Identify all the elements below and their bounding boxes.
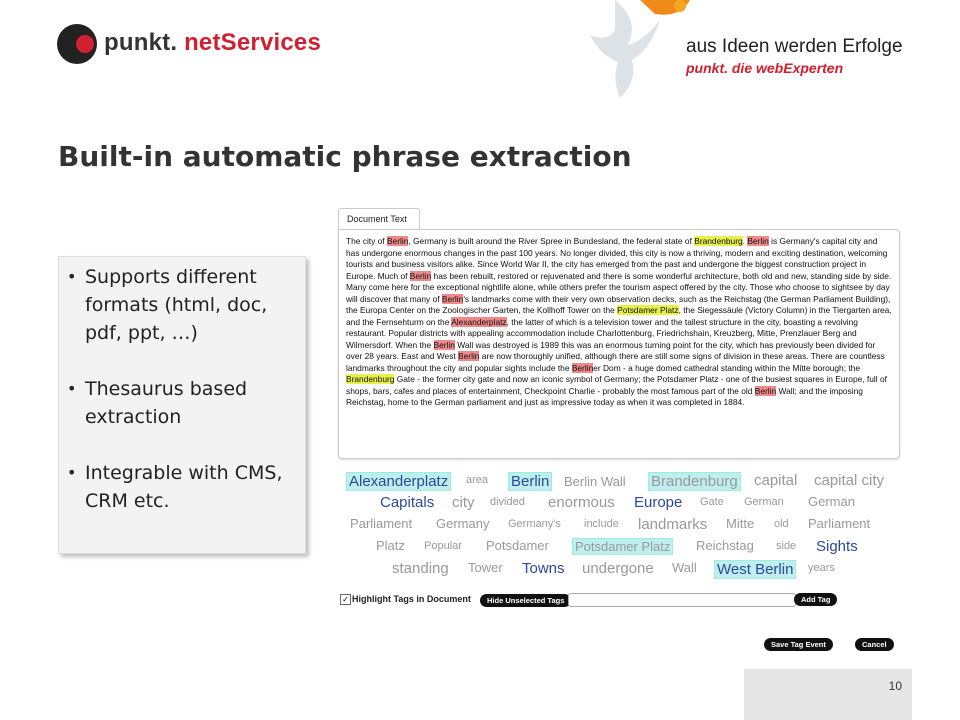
tab-document-text-label: Document Text [347, 214, 407, 224]
tag-cloud [340, 470, 900, 582]
tag-cloud-item[interactable]: Towns [522, 560, 565, 577]
feature-item-formats: • Supports different formats (html, doc, pdf, ppt, …) [85, 263, 299, 347]
tag-cloud-item[interactable]: Sights [816, 538, 858, 555]
highlight-tags-label: Highlight Tags in Document [352, 594, 471, 604]
logo-mark-icon [56, 22, 100, 66]
tag-cloud-item[interactable]: Europe [634, 494, 683, 511]
document-text-segment: er Dom - a huge domed cathedral standing within the Mitte borough; the [593, 362, 860, 373]
tab-document-text[interactable] [338, 208, 420, 231]
tag-cloud-item[interactable]: Parliament [808, 516, 871, 531]
save-tag-event-button[interactable]: Save Tag Event [764, 638, 833, 651]
highlighted-phrase: Brandenburg [346, 374, 395, 384]
tag-cloud-item[interactable]: years [808, 562, 835, 574]
tag-cloud-item-selected[interactable]: Potsdamer Platz [572, 538, 673, 555]
tagline-secondary: punkt. die webExperten [686, 60, 844, 76]
tag-cloud-item-selected[interactable]: West Berlin [714, 560, 796, 579]
tag-cloud-item[interactable]: Reichstag [696, 538, 754, 553]
tag-cloud-item[interactable]: include [584, 518, 619, 530]
highlighted-phrase: Berlin [409, 270, 432, 281]
tag-cloud-item[interactable]: standing [392, 560, 449, 577]
add-tag-input[interactable] [568, 593, 796, 607]
document-text [346, 236, 892, 409]
tag-cloud-item[interactable]: city [452, 494, 475, 511]
highlighted-phrase: Berlin [571, 362, 594, 373]
tag-cloud-item[interactable]: undergone [582, 560, 654, 577]
tag-cloud-item[interactable]: divided [490, 496, 525, 508]
document-text-segment: , the Siegessäule (Victory Column) in the Tiergarten area, and the Fernsehturm on the [346, 305, 892, 327]
brand-name-part1: punkt. [104, 29, 185, 56]
document-text-segment: . [742, 236, 748, 246]
document-text-segment: Wall; and the imposing Reichstag, home to the German parliament and just as impressive today as when it was completed in 1884. [346, 385, 863, 407]
feature-item-integration: • Integrable with CMS, CRM etc. [85, 459, 299, 515]
document-text-segment: Gate - the former city gate and now an iconic symbol of Germany; the Potsdamer Platz - one of the busiest squares in Europe, full of shops, bars, cafes and places of entertainment, Checkpoint Charlie - probably the most famous part of the old [346, 374, 887, 396]
tag-cloud-item[interactable]: Parliament [350, 516, 413, 531]
document-text-segment: is Germany's capital city and has undergone enormous changes in the past 100 years. No longer divided, this city is now a thriving, modern and exciting destination, welcoming tourists and business visitors alike. Since World War II, the city has emerged from the past and undergone the biggest construction project in Europe. Much of [346, 236, 888, 281]
highlighted-phrase: Brandenburg [694, 236, 743, 246]
document-text-segment: 's landmarks come with their very own observation decks, such as the Reichstag (the German Parliament Building), the Europa Center on the Zoologischer Garten, the Kollhoff Tower on the [346, 293, 891, 315]
document-text-segment: The city of [346, 236, 387, 246]
document-text-segment: Wall was destroyed is 1989 this was an enormous turning point for the city, which has previously been divided for over 28 years. East and West [346, 339, 876, 361]
tag-cloud-item[interactable]: Mitte [726, 516, 755, 531]
cancel-button[interactable]: Cancel [855, 638, 894, 651]
tag-cloud-item[interactable]: Platz [376, 538, 405, 553]
highlighted-phrase: Berlin [441, 293, 464, 304]
tag-cloud-item[interactable]: Capitals [380, 494, 435, 511]
document-text-segment: are now thoroughly unified, although there are still some signs of division in these areas. There are countless landmarks throughout the city and popular sights include the [346, 351, 885, 373]
brand-name-part2: netServices [184, 29, 322, 56]
highlight-tags-checkbox[interactable]: ✓ [340, 594, 351, 605]
tag-cloud-item[interactable]: Gate [700, 496, 724, 508]
tag-cloud-item[interactable]: German [808, 494, 855, 509]
tag-cloud-item-selected[interactable]: Berlin [508, 472, 552, 491]
highlighted-phrase: Berlin [754, 385, 777, 396]
slide-title: Built-in automatic phrase extraction [58, 140, 632, 173]
company-logo [56, 22, 326, 66]
highlighted-phrase: Potsdamer Platz [617, 305, 679, 315]
page-number: 10 [888, 679, 902, 693]
feature-list [59, 257, 305, 515]
tag-cloud-item[interactable]: area [466, 474, 489, 486]
tag-cloud-item[interactable]: Berlin Wall [564, 474, 626, 489]
document-text-segment: , Germany is built around the River Spree in Bundesland, the federal state of [408, 236, 695, 246]
highlighted-phrase: Berlin [386, 236, 409, 246]
tag-cloud-item[interactable]: capital city [814, 472, 885, 489]
document-text-panel [338, 229, 900, 459]
tag-cloud-item[interactable]: capital [754, 472, 798, 489]
tag-cloud-item[interactable]: enormous [548, 494, 615, 511]
feature-bullet-box [58, 256, 306, 554]
brand-name [104, 29, 321, 57]
tagline-primary: aus Ideen werden Erfolge [686, 36, 903, 57]
tag-cloud-item[interactable]: landmarks [638, 516, 708, 533]
highlighted-phrase: Alexanderplatz [451, 316, 507, 327]
tag-cloud-item[interactable]: Potsdamer [486, 538, 549, 553]
hide-unselected-tags-button[interactable]: Hide Unselected Tags [480, 594, 571, 607]
tag-cloud-item[interactable]: Germany's [508, 518, 561, 530]
document-text-segment: , the latter of which is a television tower and the tallest structure in the city, boasting a revolving restaurant. Popular districts with appealing accommodation include Charlottenburg, Friedrichshain, Kreuzberg, Mitte, Prenzlauer Berg and Wilmersdorf. When the [346, 316, 858, 350]
tag-cloud-item-selected[interactable]: Alexanderplatz [346, 472, 451, 491]
tag-cloud-item[interactable]: old [774, 518, 789, 530]
highlighted-phrase: Berlin [747, 236, 769, 246]
highlighted-phrase: Berlin [458, 351, 480, 361]
tag-cloud-item-selected[interactable]: Brandenburg [648, 472, 741, 491]
tag-cloud-item[interactable]: Popular [424, 540, 462, 552]
tag-cloud-item[interactable]: Germany [436, 516, 490, 531]
tag-cloud-item[interactable]: German [744, 496, 784, 508]
feature-item-thesaurus: • Thesaurus based extraction [85, 375, 299, 431]
tag-cloud-item[interactable]: Wall [672, 560, 697, 575]
highlighted-phrase: Berlin [433, 339, 455, 350]
tag-cloud-item[interactable]: Tower [468, 560, 503, 575]
add-tag-button[interactable]: Add Tag [794, 593, 837, 606]
page-number-box [744, 669, 912, 720]
tag-cloud-item[interactable]: side [776, 540, 797, 552]
document-text-segment: has been rebuilt, restored or rejuvenated and there is some wonderful architecture, both old and new, standing side by side. Many come here for the exceptional nightlife alone, while others prefer the tourism aspect offered by the city. Those who choose to sightsee by day will discover that many of [346, 270, 892, 304]
